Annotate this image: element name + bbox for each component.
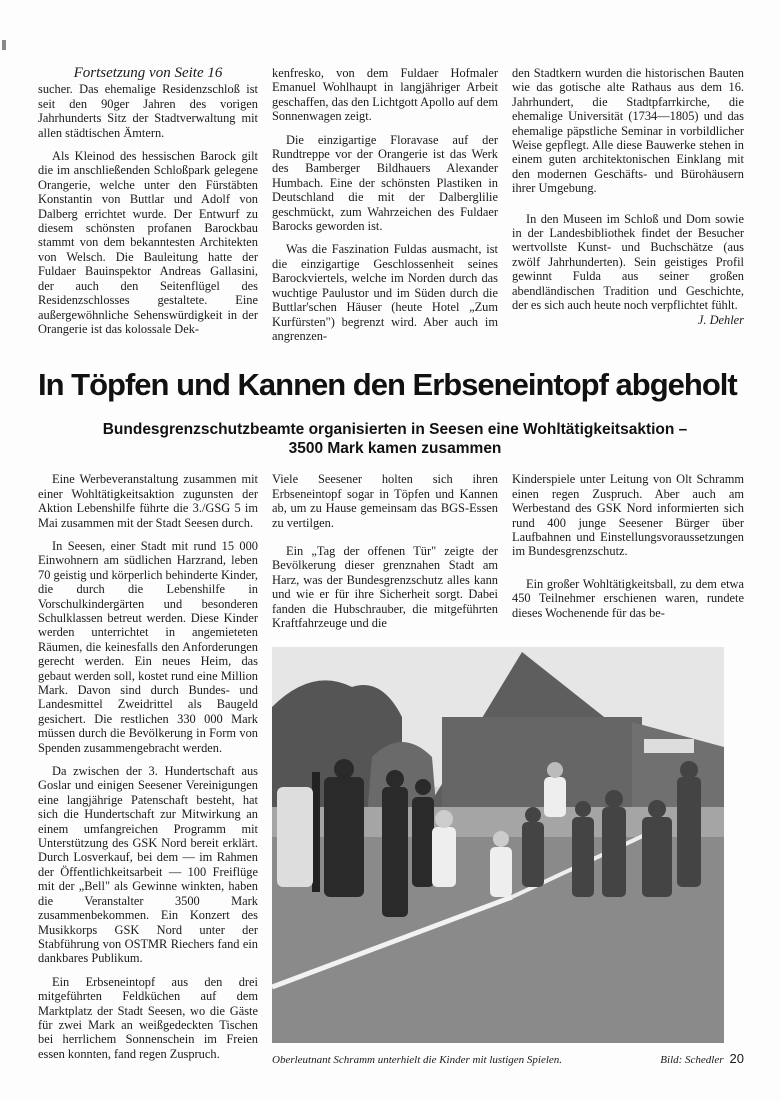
article-column-2 [272,472,498,639]
author-signature: J. Dehler [697,312,744,327]
article-photo [272,647,724,1043]
paragraph: Ein großer Wohltätigkeitsball, zu dem etwa 450 Teilnehmer erschienen waren, rundete dieses Wochenende für das be- [512,576,744,620]
paragraph: Eine Werbeveranstaltung zusammen mit einer Wohltätigkeitsaktion zugunsten der Aktion Lebenshilfe führte die 3./GSG 5 im Mai zusammen mit der Stadt Seesen durch. [38,472,258,530]
article-subheadline [65,420,725,458]
paragraph: Ein „Tag der offenen Tür" zeigte der Bevölkerung dieser grenznahen Stadt am Harz, was der Bundesgrenzschutz alles kann und wie er für ihre Sicherheit sorgt. Dabei fanden die Hubschrauber, die mitgeführten Kraftfahrzeuge und die [272,543,498,630]
top-column-2 [272,66,498,352]
caption-row [272,1051,744,1066]
article-upper-columns [272,472,744,639]
continuation-note: Fortsetzung von Seite 16 [73,65,223,81]
top-section [38,66,752,352]
article-column-1 [38,472,258,1070]
paragraph: den Stadtkern wurden die historischen Bauten wie das gotische alte Rathaus aus dem 16. Jahrhundert, die Stadtpfarrkirche, die ehemalige Universität (1734—1805) und das ehemalige päpstliche Seminar in vorbildlicher Weise gepflegt. Alle diese Bauwerke stehen in einem guten architektonischen Einklang mit den modernen Geschäfts- und Bürohäusern ihrer Umgebung. [512,66,744,196]
article-right-area [272,472,744,1066]
scan-mark [2,40,6,50]
paragraph: Da zwischen der 3. Hundertschaft aus Goslar und einigen Seesener Vereinigungen eine langjährige Patenschaft besteht, hat sich die Hundertschaft zur Mitwirkung an einem umfangreichen Programm mit Unterstützung des GSK Nord bereit erklärt. Durch Losverkauf, bei dem — im Rahmen der Öffentlichkeitsarbeit — 100 Freiflüge mit der „Bell" als Gewinne winkten, haben die Veranstalter 3500 Mark zusammenbekommen. Ein Konzert des Musikkorps GSK Nord unter der Stabführung von OSTMR Riechers fand ein dankbares Publikum. [38,764,258,966]
paragraph: Viele Seesener holten sich ihren Erbseneintopf sogar in Töpfen und Kannen ab, um zu Hause gemeinsam das BGS-Essen zu vertilgen. [272,472,498,530]
paragraph [512,211,744,327]
subhead-line-2: 3500 Mark kamen zusammen [288,440,502,458]
photo-caption: Oberleutnant Schramm unterhielt die Kinder mit lustigen Spielen. [272,1054,563,1067]
article-section [38,472,752,1070]
paragraph: kenfresko, von dem Fuldaer Hofmaler Emanuel Wohlhaupt in langjähriger Arbeit geschaffen, das den Lichtgott Apollo auf dem Sonnenwagen zeigt. [272,66,498,124]
paragraph: Die einzigartige Floravase auf der Rundtreppe vor der Orangerie ist das Werk des Bamberger Bildhauers Alexander Humbach. Eine der schönsten Plastiken in Deutschland die mit der Dalberglilie geschmückt, zum Wahrzeichen des Fuldaer Barocks geworden ist. [272,132,498,234]
paragraph-text: In den Museen im Schloß und Dom sowie in der Landesbibliothek findet der Besucher wertvollste Kunst- und Buchschätze (aus zwölf Jahrhunderten). Sein geistiges Profil gewinnt Fulda aus seiner großen abendländischen Tradition und Geschichte, der es sich auch heute noch verpflichtet fühlt. [512,211,744,313]
top-column-3 [512,66,744,327]
photo-credit: Bild: Schedler [660,1054,724,1067]
article-column-3 [512,472,744,629]
paragraph: Ein Erbseneintopf aus den drei mitgeführten Feldküchen auf dem Marktplatz der Stadt Seesen, wo die Gäste für zwei Mark an weißgedeckten Tischen bei herrlichem Sonnenschein im Freien essen konnten, fand regen Zuspruch. [38,974,258,1061]
subhead-line-1: Bundesgrenzschutzbeamte organisierten in Seesen eine Wohltätigkeitsaktion – [102,421,688,439]
page-number: 20 [729,1051,744,1067]
paragraph: Was die Faszination Fuldas ausmacht, ist die einzigartige Geschlossenheit seines Barockviertels, welche im Norden durch das wuchtige Paulustor und im Süden durch die Buttlar'schen Häuser (heute Hotel „Zum Kurfürsten") begrenzt wird. Aber auch im angrenzen- [272,242,498,343]
paragraph: Kinderspiele unter Leitung von Olt Schramm einen regen Zuspruch. Aber auch am Werbestand des GSK Nord informierten sich rund 400 junge Seesener Bürger über Laufbahnen und Einstellungsvoraussetzungen im Bundesgrenzschutz. [512,472,744,559]
paragraph: sucher. Das ehemalige Residenzschloß ist seit den 90ger Jahren des vorigen Jahrhunderts Sitz der Stadtverwaltung mit allen städtischen Ämtern. [38,82,258,140]
article-headline: In Töpfen und Kannen den Erbseneintopf abgeholt [38,367,737,403]
paragraph: Als Kleinod des hessischen Barock gilt die im anschließenden Schloßpark gelegene Orangerie, welche unter den Fürstäbten Konstantin von Buttlar und Adolf von Dalberg errichtet wurde. Der Entwurf zu diesem schönsten profanen Barockbau stammt von dem bekanntesten Architekten von Welsch. Die Bauleitung hatte der Fuldaer Bauinspektor Andreas Gallasini, der auch den Seitenflügel des Residenzschlosses gestaltete. Eine außergewöhnliche Sehenswürdigkeit in der Orangerie ist das kolossale Dek- [38,149,258,336]
paragraph: In Seesen, einer Stadt mit rund 15 000 Einwohnern am südlichen Harzrand, leben 70 geistig und körperlich behinderte Kinder, die durch die Lebenshilfe in Vorschulkindergärten und besonderen Schulklassen betreut werden. Diese Kinder werden unterrichtet in angemieteten Räumen, die keinesfalls den Anforderungen gerecht werden. Ein neues Heim, das gebaut werden soll, kostet rund eine Million Mark. Davon sind durch Bundes- und Landesmittel Zweidrittel als Baugeld gesichert. Die restlichen 330 000 Mark müssen durch die Bevölkerung in Form von Spenden zusammengebracht werden. [38,538,258,755]
top-column-1 [38,66,258,345]
photo-children-tug-of-war [272,647,724,1043]
